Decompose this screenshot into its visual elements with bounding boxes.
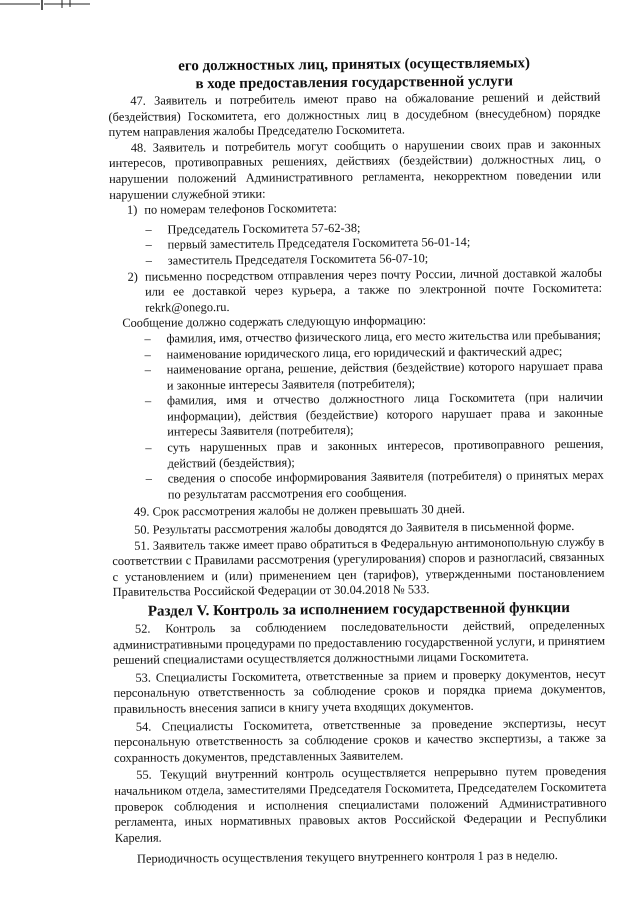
list-item bbox=[145, 437, 603, 472]
dash-bullet: – bbox=[145, 222, 152, 237]
scan-artifact-lines bbox=[0, 0, 640, 12]
list-item bbox=[145, 390, 603, 441]
paragraph-49: 49. Срок рассмотрения жалобы не должен превышать 30 дней. bbox=[133, 502, 465, 520]
requirement-text: фамилия, имя и отчество должностного лица Госкомитета (при наличии информации), действия (бездействие) которого нарушает права и законные интересы Заявителя (потребителя); bbox=[166, 389, 604, 439]
paragraph-54: 54. Специалисты Госкомитета, ответственные за проведение экспертизы, несут персональную ответственность за соблюдение сроков и качество экспертизы, а также за сохранность документов, представленных Заявителем. bbox=[113, 715, 607, 765]
paragraph-55: 55. Текущий внутренний контроль осуществляется непрерывно путем проведения начальником отдела, заместителями Председателя Госкомитета, Председателем Госкомитета проверок соблюдения и исполнения специалистами положений Административного регламента, иных нормативных правовых актов Российской Федерации и Республики Карелия. bbox=[114, 764, 607, 845]
dash-bullet: – bbox=[144, 362, 151, 377]
phone-list bbox=[109, 218, 601, 269]
requirement-text: наименование юридического лица, его юридический и фактический адрес; bbox=[166, 343, 563, 361]
item-text: по номерам телефонов Госкомитета: bbox=[144, 201, 337, 217]
message-intro: Сообщение должно содержать следующую информацию: bbox=[122, 313, 427, 331]
item-written-complaint bbox=[110, 265, 602, 316]
phone-entry: заместитель Председателя Госкомитета 56-07-10; bbox=[167, 251, 429, 268]
requirement-text: сведения о способе информирования Заявителя (потребителя) о принятых мерах по результатам рассмотрения его сообщения. bbox=[167, 467, 604, 502]
section-5-heading: Раздел V. Контроль за исполнением государственной функции bbox=[147, 599, 570, 620]
heading-line-1: его должностных лиц, принятых (осуществляемых) bbox=[178, 55, 530, 75]
list-item bbox=[146, 468, 604, 503]
paragraph-52: 52. Контроль за соблюдением последовательности действий, определенных административными процедурами по предоставлению государственной услуги, и принятием решений специалистами осуществляется должностными лицами Госкомитета. bbox=[113, 617, 606, 668]
dash-bullet: – bbox=[144, 331, 151, 346]
message-requirements-list bbox=[110, 328, 603, 504]
item-phone-numbers bbox=[109, 199, 601, 219]
phone-entry: Председатель Госкомитета 57-62-38; bbox=[167, 220, 361, 237]
requirement-text: наименование органа, решение, действия (бездействие) которого нарушает права и законные интересы Заявителя (потребителя); bbox=[166, 358, 603, 393]
dash-bullet: – bbox=[145, 471, 152, 486]
heading-line-2: в ходе предоставления государственной услуги bbox=[195, 73, 514, 93]
item-number: 1) bbox=[126, 202, 138, 217]
phone-entry: первый заместитель Председателя Госкомитета 56-01-14; bbox=[167, 235, 471, 252]
requirement-text: суть нарушенных прав и законных интересов, противоправного решения, действий (бездействия); bbox=[167, 436, 604, 471]
paragraph-53: 53. Специалисты Госкомитета, ответственные за прием и проверку документов, несут персональную ответственность за соблюдение сроков и порядка приема документов, правильность внесения записи в книгу учета входящих документов. bbox=[113, 666, 606, 716]
list-item bbox=[145, 359, 603, 394]
paragraph-48: 48. Заявитель и потребитель могут сообщить о нарушении своих прав и законных интересов, противоправных решениях, действиях (бездействии) должностных лиц, о нарушении положений Административного регламента, некорректном поведении или нарушении служебной этики: bbox=[108, 136, 602, 202]
dash-bullet: – bbox=[144, 393, 152, 408]
paragraph-control-frequency: Периодичность осуществления текущего внутреннего контроля 1 раз в неделю. bbox=[136, 848, 558, 867]
dash-bullet: – bbox=[145, 440, 152, 455]
dash-bullet: – bbox=[145, 237, 152, 253]
item-number: 2) bbox=[127, 269, 138, 284]
dash-bullet: – bbox=[145, 253, 153, 268]
document-body bbox=[108, 54, 607, 881]
requirement-text: фамилия, имя, отчество физического лица, его место жительства или пребывания; bbox=[166, 327, 602, 346]
paragraph-51: 51. Заявитель также имеет право обратиться в Федеральную антимонопольную службу в соответствии с Правилами рассмотрения (урегулирования) споров и разногласий, связанных с установлением и (или) применением цен (тарифов), утвержденными постановлением Правительства Российской Федерации от 30.04.2018 № 533. bbox=[112, 534, 605, 600]
paragraph-50: 50. Результаты рассмотрения жалобы доводятся до Заявителя в письменной форме. bbox=[134, 518, 575, 537]
item-text: письменно посредством отправления через почту России, личной доставкой жалобы или ее доставкой через курьера, а также по электронной почте Госкомитета: rekrk@onego.ru. bbox=[144, 265, 603, 315]
paragraph-47: 47. Заявитель и потребитель имеют право на обжалование решений и действий (бездействия) Госкомитета, его должностных лиц в досудебном (внесудебном) порядке путем направления жалобы Председателю Госкомитета. bbox=[108, 89, 601, 140]
dash-bullet: – bbox=[144, 347, 151, 362]
